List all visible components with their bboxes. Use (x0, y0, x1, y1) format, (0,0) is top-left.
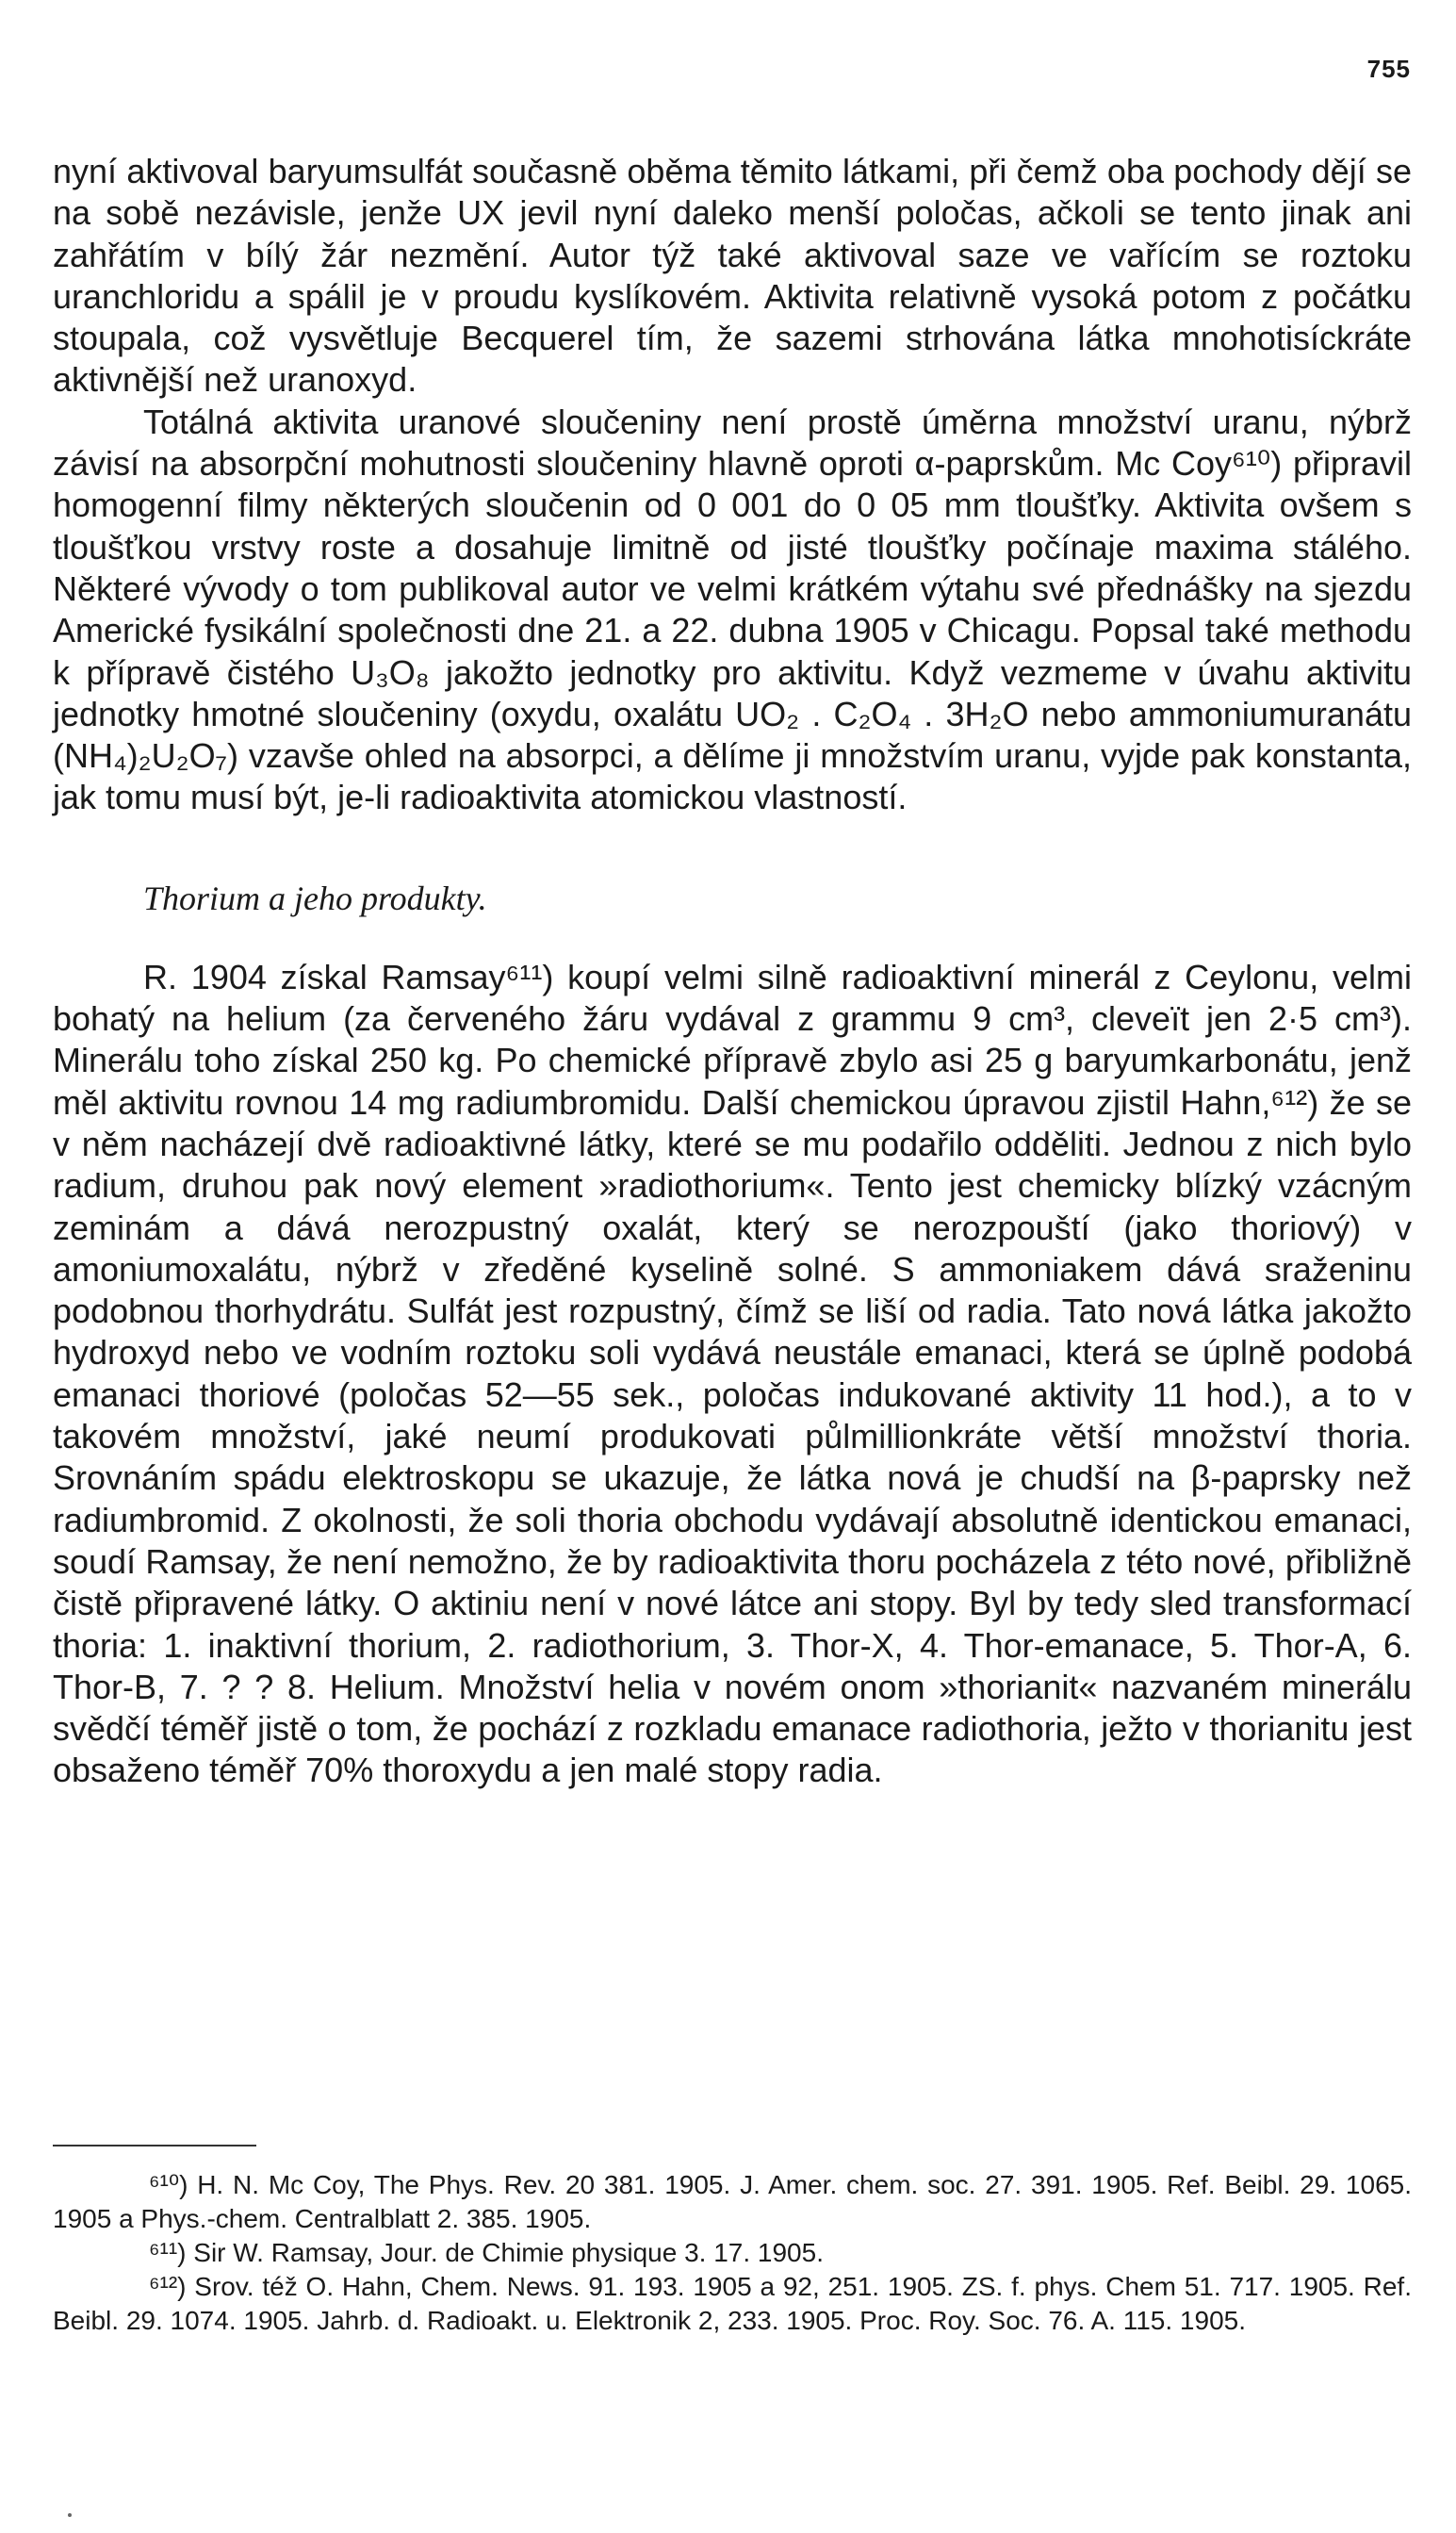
scan-speck (68, 2513, 72, 2517)
page-number: 755 (1366, 55, 1411, 83)
section-heading: Thorium a jeho produkty. (143, 879, 487, 917)
body-text (53, 151, 1412, 1792)
footnote-612: ⁶¹²) Srov. též O. Hahn, Chem. News. 91. 193. 1905 a 92, 251. 1905. ZS. f. phys. Chem 51. 717. 1905. Ref. Beibl. 29. 1074. 1905. Jahrb. d. Radioakt. u. Elektronik 2, 233. 1905. Proc. Roy. Soc. 76. A. 115. 1905. (53, 2272, 1412, 2335)
paragraph-uranium-continued: nyní aktivoval baryumsulfát současně oběma těmito látkami, při čemž oba pochody dějí se na sobě nezávisle, jenže UX jevil nyní daleko menší poločas, ačkoli se tento jinak ani zahřátím v bílý žár nezmění. Autor týž také aktivoval saze ve vařícím se roztoku uranchloridu a spálil je v proudu kyslíkovém. Aktivita relativně vysoká potom z počátku stoupala, což vysvětluje Becquerel tím, že sazemi strhována látka mnohotisíckráte aktivnější než uranoxyd. (53, 152, 1412, 400)
footnote-610: ⁶¹⁰) H. N. Mc Coy, The Phys. Rev. 20 381. 1905. J. Amer. chem. soc. 27. 391. 1905. Ref. Beibl. 29. 1065. 1905 a Phys.-chem. Centralblatt 2. 385. 1905. (53, 2170, 1412, 2233)
paragraph-uranium-activity: Totálná aktivita uranové sloučeniny není prostě úměrna množství uranu, nýbrž závisí na absorpční mohutnosti sloučeniny hlavně oproti α-paprskům. Mc Coy⁶¹⁰) připravil homogenní filmy některých sloučenin od 0 001 do 0 05 mm tloušťky. Aktivita ovšem s tloušťkou vrstvy roste a dosahuje limitně od jisté tloušťky počínaje maxima stálého. Některé vývody o tom publikoval autor ve velmi krátkém výtahu své přednášky na sjezdu Americké fysikální společnosti dne 21. a 22. dubna 1905 v Chicagu. Popsal také methodu k přípravě čistého U₃O₈ jakožto jednotky pro aktivitu. Když vezmeme v úvahu aktivitu jednotky hmotné sloučeniny (oxydu, oxalátu UO₂ . C₂O₄ . 3H₂O nebo ammoniumuranátu (NH₄)₂U₂O₇) vzavše ohled na absorpci, a dělíme ji množstvím uranu, vyjde pak konstanta, jak tomu musí být, je-li radioaktivita atomickou vlastností. (53, 402, 1412, 817)
paragraph-thorium: R. 1904 získal Ramsay⁶¹¹) koupí velmi silně radioaktivní minerál z Ceylonu, velmi bohatý na helium (za červeného žáru vydával z grammu 9 cm³, cleveït jen 2·5 cm³). Minerálu toho získal 250 kg. Po chemické přípravě zbylo asi 25 g baryumkarbonátu, jenž měl aktivitu rovnou 14 mg radiumbromidu. Další chemickou úpravou zjistil Hahn,⁶¹²) že se v něm nacházejí dvě radioaktivné látky, které se mu podařilo odděliti. Jednou z nich bylo radium, druhou pak nový element »radiothorium«. Tento jest chemicky blízký vzácným zeminám a dává nerozpustný oxalát, který se nerozpouští (jako thoriový) v amoniumoxalátu, nýbrž v zředěné kyselině solné. S ammoniakem dává sraženinu podobnou thorhydrátu. Sulfát jest rozpustný, čímž se liší od radia. Tato nová látka jakožto hydroxyd nebo ve vodním roztoku soli vydává neustále emanaci, která se úplně podobá emanaci thoriové (poločas 52—55 sek., poločas indukované aktivity 11 hod.), a to v takovém množství, jaké neumí produkovati půlmillionkráte větší množství thoria. Srovnáním spádu elektroskopu se ukazuje, že látka nová je chudší na β-paprsky než radiumbromid. Z okolnosti, že soli thoria obchodu vydávají absolutně identickou emanaci, soudí Ramsay, že není nemožno, že by radioaktivita thoru pocházela z této nové, přibližně čistě připravené látky. O aktiniu není v nové látce ani stopy. Byl by tedy sled transformací thoria: 1. inaktivní thorium, 2. radiothorium, 3. Thor-X, 4. Thor-emanace, 5. Thor-A, 6. Thor-B, 7. ? ? 8. Helium. Množství helia v novém onom »thorianit« nazvaném minerálu svědčí téměř jistě o tom, že pochází z rozkladu emanace radiothoria, ježto v thorianitu jest obsaženo téměř 70% thoroxydu a jen malé stopy radia. (53, 957, 1412, 1790)
footnotes (53, 2168, 1412, 2338)
footnote-611: ⁶¹¹) Sir W. Ramsay, Jour. de Chimie physique 3. 17. 1905. (149, 2238, 824, 2267)
footnote-divider (53, 2145, 256, 2146)
